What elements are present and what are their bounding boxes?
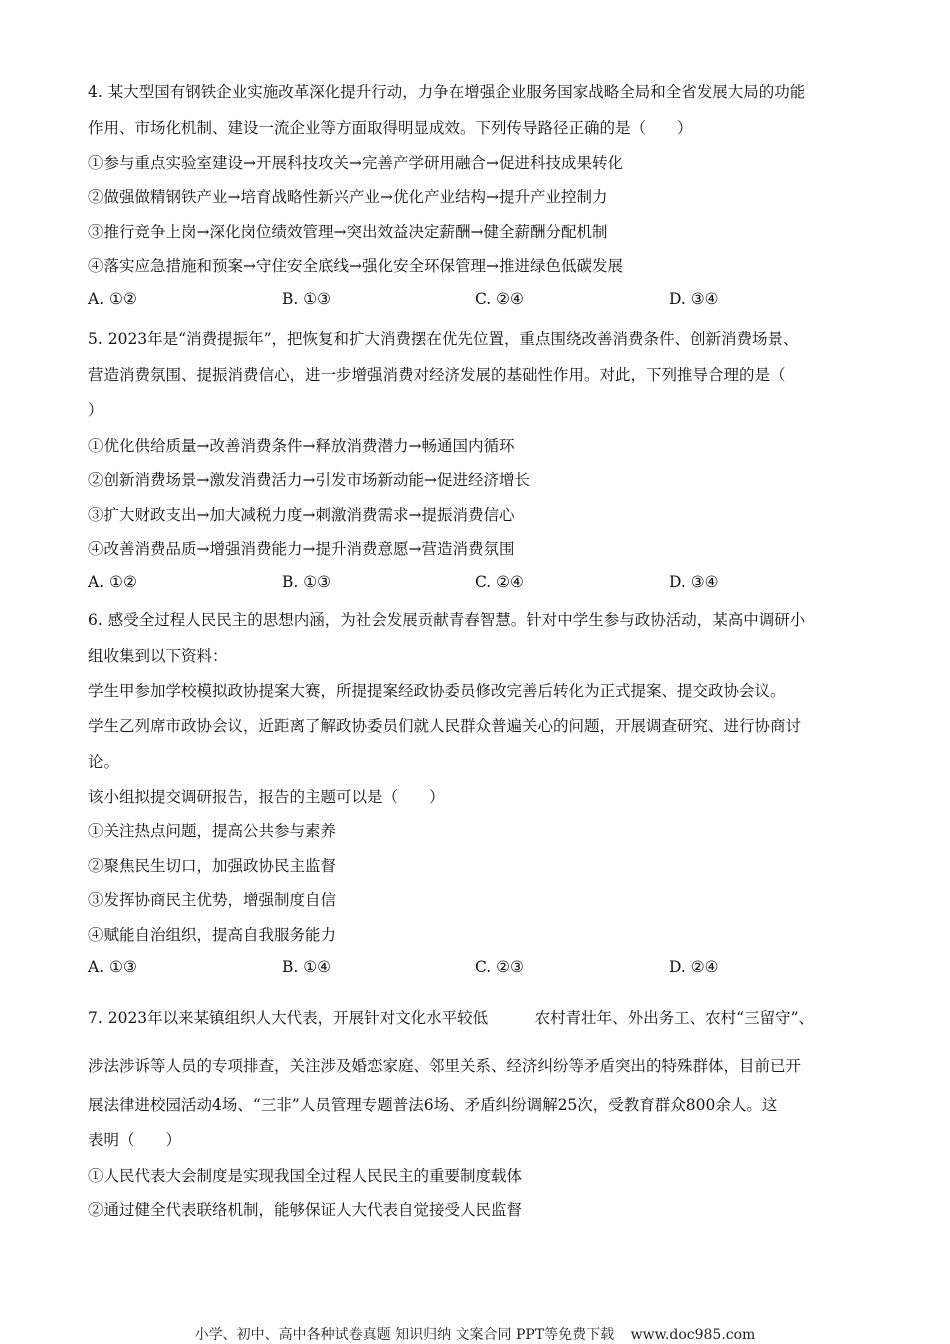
q6-stem-line-2: 组收集到以下资料： <box>88 647 228 665</box>
q7-stem-line-1: 7. 2023年以来某镇组织人大代表，开展针对文化水平较低 农村青壮年、外出务工、农村“三留守”、 <box>88 1009 815 1027</box>
q6-question: 该小组拟提交调研报告，报告的主题可以是（ ） <box>88 788 445 806</box>
q4-option-a: A. ①② <box>88 290 137 308</box>
q7-item-2: ②通过健全代表联络机制，能够保证人大代表自觉接受人民监督 <box>88 1201 523 1219</box>
q4-item-3: ③推行竞争上岗→深化岗位绩效管理→突出效益决定薪酬→健全薪酬分配机制 <box>88 223 608 241</box>
q5-item-1: ①优化供给质量→改善消费条件→释放消费潜力→畅通国内循环 <box>88 437 515 455</box>
q5-option-c: C. ②④ <box>475 573 524 591</box>
q5-options <box>88 573 788 593</box>
q4-item-2: ②做强做精钢铁产业→培育战略性新兴产业→优化产业结构→提升产业控制力 <box>88 188 608 206</box>
q6-stem-line-1: 6. 感受全过程人民民主的思想内涵，为社会发展贡献青春智慧。针对中学生参与政协活动，某高中调研小 <box>88 611 806 629</box>
q6-item-3: ③发挥协商民主优势，增强制度自信 <box>88 891 337 909</box>
q6-options <box>88 958 788 978</box>
q5-option-b: B. ①③ <box>282 573 332 591</box>
q6-item-4: ④赋能自治组织，提高自我服务能力 <box>88 926 337 944</box>
q6-item-2: ②聚焦民生切口，加强政协民主监督 <box>88 857 337 875</box>
q7-stem-line-2: 涉法涉诉等人员的专项排查，关注涉及婚恋家庭、邻里关系、经济纠纷等矛盾突出的特殊群体，目前已开 <box>88 1057 802 1075</box>
page-footer <box>0 1324 950 1344</box>
q7-stem-line-4: 表明（ ） <box>88 1131 182 1149</box>
q4-option-c: C. ②④ <box>475 290 524 308</box>
q6-option-d: D. ②④ <box>669 958 719 976</box>
q5-stem-line-3: ） <box>88 401 104 419</box>
q6-option-c: C. ②③ <box>475 958 524 976</box>
q5-stem-line-1: 5. 2023年是“消费提振年”，把恢复和扩大消费摆在优先位置，重点围绕改善消费条件、创新消费场景、 <box>88 330 799 348</box>
footer-text: 小学、初中、高中各种试卷真题 知识归纳 文案合同 PPT等免费下载 <box>194 1327 615 1343</box>
q4-option-d: D. ③④ <box>669 290 719 308</box>
q5-item-2: ②创新消费场景→激发消费活力→引发市场新动能→促进经济增长 <box>88 471 530 489</box>
footer-link[interactable]: www.doc985.com <box>630 1327 756 1343</box>
q4-option-b: B. ①③ <box>282 290 332 308</box>
q5-item-3: ③扩大财政支出→加大减税力度→刺激消费需求→提振消费信心 <box>88 506 515 524</box>
q4-stem-line-1: 4. 某大型国有钢铁企业实施改革深化提升行动，力争在增强企业服务国家战略全局和全省发展大局的功能 <box>88 83 806 101</box>
q4-item-1: ①参与重点实验室建设→开展科技攻关→完善产学研用融合→促进科技成果转化 <box>88 154 623 172</box>
q5-stem-line-2: 营造消费氛围、提振消费信心，进一步增强消费对经济发展的基础性作用。对此，下列推导合理的是（ <box>88 366 786 384</box>
q6-material-2-line-1: 学生乙列席市政协会议，近距离了解政协委员们就人民群众普遍关心的问题，开展调查研究、进行协商讨 <box>88 717 802 735</box>
q5-item-4: ④改善消费品质→增强消费能力→提升消费意愿→营造消费氛围 <box>88 540 515 558</box>
q6-item-1: ①关注热点问题，提高公共参与素养 <box>88 822 337 840</box>
q4-options <box>88 290 788 310</box>
q4-stem-line-2: 作用、市场化机制、建设一流企业等方面取得明显成效。下列传导路径正确的是（ ） <box>88 119 693 137</box>
q6-option-b: B. ①④ <box>282 958 332 976</box>
q4-item-4: ④落实应急措施和预案→守住安全底线→强化安全环保管理→推进绿色低碳发展 <box>88 257 623 275</box>
q6-material-2-line-2: 论。 <box>88 753 120 771</box>
q7-item-1: ①人民代表大会制度是实现我国全过程人民民主的重要制度载体 <box>88 1167 523 1185</box>
q6-material-1: 学生甲参加学校模拟政协提案大赛，所提提案经政协委员修改完善后转化为正式提案、提交政协会议。 <box>88 682 786 700</box>
q6-option-a: A. ①③ <box>88 958 137 976</box>
q5-option-d: D. ③④ <box>669 573 719 591</box>
q5-option-a: A. ①② <box>88 573 137 591</box>
q7-stem-line-3: 展法律进校园活动4场、“三非”人员管理专题普法6场、矛盾纠纷调解25次，受教育群众800余人。这 <box>88 1096 778 1114</box>
